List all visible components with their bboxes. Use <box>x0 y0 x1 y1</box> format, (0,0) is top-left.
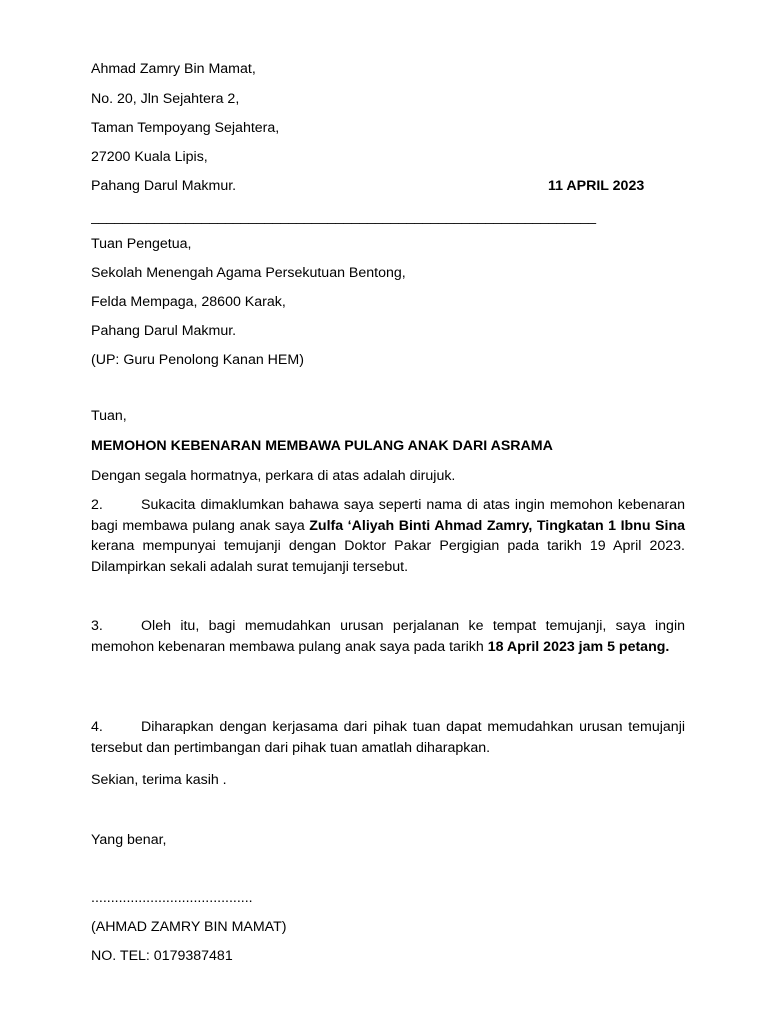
letter-date: 11 APRIL 2023 <box>548 178 645 194</box>
recipient-title: Tuan Pengetua, <box>91 236 192 252</box>
recipient-address-line: Felda Mempaga, 28600 Karak, <box>91 294 286 310</box>
separator-line: ________________________________________________________________ <box>91 209 596 225</box>
paragraph-number: 2. <box>91 497 103 513</box>
paragraph-3 <box>91 616 685 657</box>
paragraph-number: 3. <box>91 618 103 634</box>
sender-address-line: Taman Tempoyang Sejahtera, <box>91 120 280 136</box>
paragraph-4 <box>91 717 685 758</box>
paragraph-number: 4. <box>91 719 103 735</box>
recipient-school: Sekolah Menengah Agama Persekutuan Bentong, <box>91 265 406 281</box>
phone-number: NO. TEL: 0179387481 <box>91 948 233 964</box>
paragraph-2 <box>91 495 685 577</box>
recipient-address-line: Pahang Darul Makmur. <box>91 323 237 339</box>
subject-line: MEMOHON KEBENARAN MEMBAWA PULANG ANAK DARI ASRAMA <box>91 438 553 454</box>
paragraph-text: Sukacita dimaklumkan bahawa saya seperti nama di atas ingin memohon kebenaran bagi membawa pulang anak saya <box>91 497 685 534</box>
sender-address-line: Pahang Darul Makmur. <box>91 178 237 194</box>
pickup-datetime: 18 April 2023 jam 5 petang. <box>487 638 670 655</box>
paragraph-text: Diharapkan dengan kerjasama dari pihak tuan dapat memudahkan urusan temujanji tersebut dan pertimbangan dari pihak tuan amatlah diharapkan. <box>91 719 685 756</box>
closing-line: Sekian, terima kasih . <box>91 772 227 788</box>
sender-address-line: 27200 Kuala Lipis, <box>91 149 208 165</box>
opening-sentence: Dengan segala hormatnya, perkara di atas adalah dirujuk. <box>91 468 456 484</box>
salutation: Tuan, <box>91 408 127 424</box>
sender-address-line: No. 20, Jln Sejahtera 2, <box>91 91 240 107</box>
paragraph-text: Oleh itu, bagi memudahkan urusan perjalanan ke tempat temujanji, saya ingin memohon kebenaran membawa pulang anak saya pada tarikh <box>91 618 685 655</box>
student-details: Zulfa ‘Aliyah Binti Ahmad Zamry, Tingkatan 1 Ibnu Sina <box>309 517 685 534</box>
recipient-attention: (UP: Guru Penolong Kanan HEM) <box>91 352 304 368</box>
paragraph-text: kerana mempunyai temujanji dengan Doktor Pakar Pergigian pada tarikh 19 April 2023. Dilampirkan sekali adalah surat temujanji tersebut. <box>91 538 685 575</box>
signer-name: (AHMAD ZAMRY BIN MAMAT) <box>91 919 287 935</box>
signoff: Yang benar, <box>91 832 167 848</box>
sender-name: Ahmad Zamry Bin Mamat, <box>91 61 256 77</box>
signature-line: ......................................... <box>91 890 253 906</box>
